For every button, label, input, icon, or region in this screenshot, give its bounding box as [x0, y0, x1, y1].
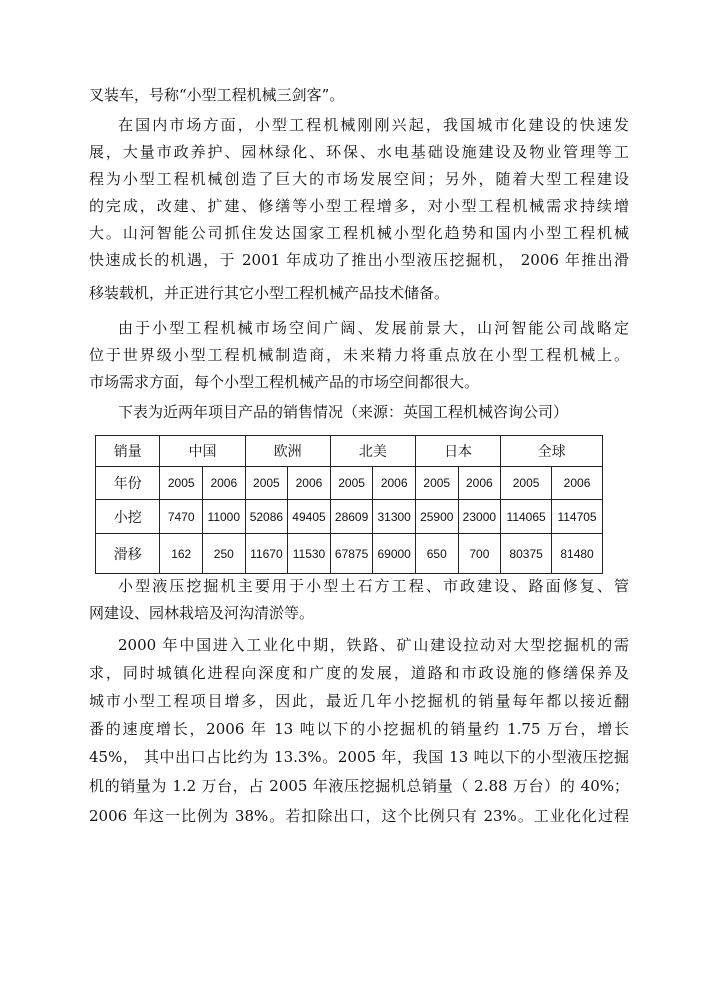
sales-cell: 31300: [373, 500, 416, 534]
sales-cell: 28609: [330, 500, 373, 534]
table-caption: 下表为近两年项目产品的销售情况（来源：英国工程机械咨询公司）: [118, 403, 569, 421]
sales-cell: 11000: [203, 500, 246, 534]
table-row: [96, 534, 603, 574]
region-header-row: [96, 436, 603, 467]
sales-cell: 81480: [552, 534, 603, 574]
year-cell: 2005: [501, 467, 552, 500]
text-line: 展，大量市政养护、园林绿化、环保、水电基础设施建设及物业管理等工: [89, 143, 629, 161]
table-corner-label: 销量: [96, 436, 160, 467]
text-line: 番的速度增长，2006 年 13 吨以下的小挖掘机的销量约 1.75 万台，增长: [89, 720, 629, 738]
year-cell: 2005: [245, 467, 288, 500]
text-line: 2000 年中国进入工业化中期，铁路、矿山建设拉动对大型挖掘机的需: [118, 636, 629, 654]
text-line: 求，同时城镇化进程向深度和广度的发展，道路和市政设施的修缮保养及: [89, 664, 629, 682]
year-cell: 2006: [458, 467, 501, 500]
sales-cell: 11530: [288, 534, 331, 574]
region-header: 全球: [501, 436, 603, 467]
text-line: 大。山河智能公司抓住发达国家工程机械小型化趋势和国内小型工程机械: [89, 224, 629, 242]
sales-cell: 114705: [552, 500, 603, 534]
year-cell: 2006: [203, 467, 246, 500]
sales-cell: 114065: [501, 500, 552, 534]
year-cell: 2006: [373, 467, 416, 500]
year-cell: 2006: [288, 467, 331, 500]
product-label: 滑移: [96, 534, 160, 574]
sales-cell: 11670: [245, 534, 288, 574]
sales-table: [95, 435, 603, 574]
text-line: 在国内市场方面，小型工程机械刚刚兴起，我国城市化建设的快速发: [118, 116, 629, 134]
sales-cell: 650: [415, 534, 458, 574]
sales-cell: 52086: [245, 500, 288, 534]
region-header: 中国: [160, 436, 245, 467]
text-line: 市场需求方面，每个小型工程机械产品的市场空间都很大。: [89, 373, 480, 391]
text-line: 机的销量为 1.2 万台，占 2005 年液压挖掘机总销量（ 2.88 万台）的 40%；: [89, 777, 629, 795]
table-row: [96, 500, 603, 534]
region-header: 欧洲: [245, 436, 330, 467]
sales-cell: 162: [160, 534, 203, 574]
text-line: 的完成，改建、扩建、修缮等小型工程增多，对小型工程机械需求持续增: [89, 197, 629, 215]
text-line: 45%， 其中出口占比约为 13.3%。2005 年，我国 13 吨以下的小型液压挖掘: [89, 748, 629, 766]
product-label: 小挖: [96, 500, 160, 534]
year-row-label: 年份: [96, 467, 160, 500]
year-cell: 2005: [415, 467, 458, 500]
year-cell: 2005: [330, 467, 373, 500]
sales-cell: 69000: [373, 534, 416, 574]
text-line: 小型液压挖掘机主要用于小型土石方工程、市政建设、路面修复、管: [118, 577, 629, 595]
region-header: 日本: [415, 436, 500, 467]
text-line: 网建设、园林栽培及河沟清淤等。: [89, 604, 315, 622]
sales-cell: 700: [458, 534, 501, 574]
text-line: 由于小型工程机械市场空间广阔、发展前景大，山河智能公司战略定: [118, 319, 629, 337]
sales-cell: 49405: [288, 500, 331, 534]
text-line: 位于世界级小型工程机械制造商，未来精力将重点放在小型工程机械上。: [89, 346, 629, 364]
text-line: 城市小型工程项目增多，因此，最近几年小挖掘机的销量每年都以接近翻: [89, 692, 629, 710]
text-line: 叉装车，号称“小型工程机械三剑客”。: [89, 86, 345, 104]
text-line: 移装载机，并正进行其它小型工程机械产品技术储备。: [89, 284, 450, 302]
year-cell: 2005: [160, 467, 203, 500]
sales-cell: 7470: [160, 500, 203, 534]
sales-cell: 250: [203, 534, 246, 574]
region-header: 北美: [330, 436, 415, 467]
text-line: 快速成长的机遇，于 2001 年成功了推出小型液压挖掘机， 2006 年推出滑: [89, 251, 629, 269]
sales-cell: 67875: [330, 534, 373, 574]
year-cell: 2006: [552, 467, 603, 500]
sales-cell: 25900: [415, 500, 458, 534]
sales-cell: 80375: [501, 534, 552, 574]
sales-cell: 23000: [458, 500, 501, 534]
year-header-row: [96, 467, 603, 500]
text-line: 2006 年这一比例为 38%。若扣除出口，这个比例只有 23%。工业化化过程: [89, 807, 629, 825]
text-line: 程为小型工程机械创造了巨大的市场发展空间；另外，随着大型工程建设: [89, 170, 629, 188]
